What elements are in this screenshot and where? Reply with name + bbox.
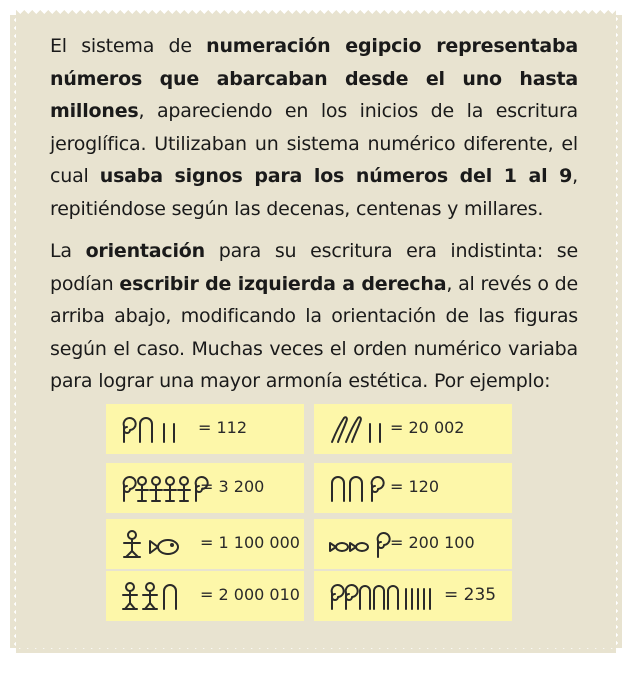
text-span: La <box>50 240 86 262</box>
text-span: , repitiéndose según las decenas, centenas y millares. <box>50 165 578 220</box>
example-tile <box>314 571 512 621</box>
gods-heel-icon <box>118 581 196 611</box>
example-value: = 1 100 000 <box>200 533 300 552</box>
paragraph-egyptian-numeration <box>50 30 578 226</box>
example-tile <box>106 463 304 513</box>
example-value: = 3 200 <box>200 477 265 496</box>
example-tile <box>314 404 512 454</box>
bold-span: usaba signos para los números del 1 al 9 <box>99 165 573 188</box>
coils-heels-strokes-icon <box>326 581 448 611</box>
example-tile <box>106 519 304 569</box>
example-value: = 235 <box>444 585 497 605</box>
text-span: para su escritura era indistinta: se podían <box>50 240 578 295</box>
text-span: , al revés o de arriba abajo, modificando la orientación de las figuras según el caso. Muchas veces el orden numérico variaba para lograr una mayor armonía estética. Por ejemplo: <box>50 272 578 393</box>
god-tadpole-icon <box>118 529 190 559</box>
example-value: = 2 000 010 <box>200 585 300 604</box>
example-value: = 120 <box>390 477 440 496</box>
coils-lotuses-icon <box>118 473 210 503</box>
bold-span: orientación <box>85 240 205 262</box>
example-tile <box>314 463 512 513</box>
lotus-strokes-icon <box>326 414 390 444</box>
paragraph-orientation <box>50 235 578 398</box>
heels-coil-icon <box>326 473 390 503</box>
example-value: = 20 002 <box>390 418 465 437</box>
coil-heel-strokes-icon <box>118 414 198 444</box>
text-span: , apareciendo en los inicios de la escritura jeroglífica. Utilizaban un sistema numérico diferente, el cual <box>50 100 578 188</box>
bold-span: escribir de izquierda a derecha <box>119 272 447 295</box>
tadpoles-coil-icon <box>326 529 396 559</box>
example-tile <box>314 519 512 569</box>
example-value: = 112 <box>198 418 248 437</box>
example-tile <box>106 404 304 454</box>
bold-span: numeración egipcio representaba números que abarcaban desde el uno hasta millones <box>50 35 578 123</box>
text-span: El sistema de <box>50 35 207 57</box>
example-tile <box>106 571 304 621</box>
example-value: = 200 100 <box>390 533 475 552</box>
